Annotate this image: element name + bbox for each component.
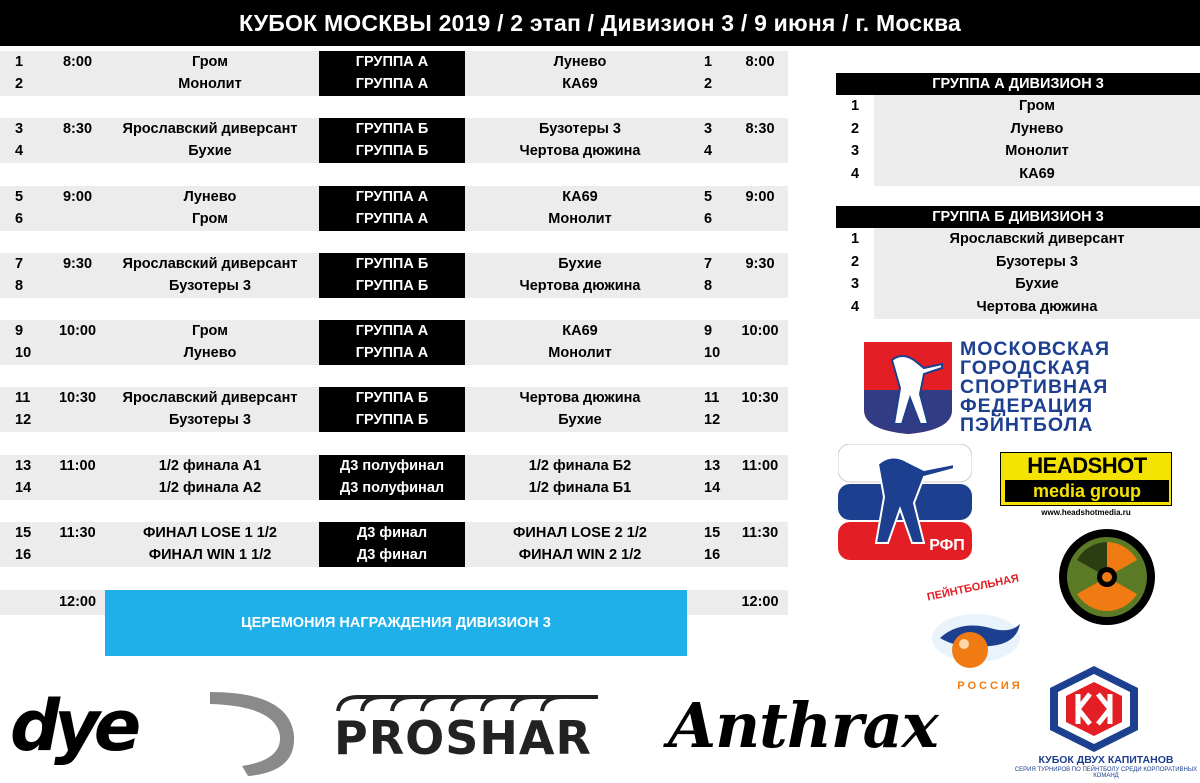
match-number: 7 — [15, 256, 24, 272]
team-left: Гром — [192, 54, 228, 70]
match-number: 10 — [15, 345, 32, 361]
team-left: 1/2 финала А1 — [158, 458, 262, 474]
group-label: ГРУППА А — [319, 342, 465, 365]
match-number: 14 — [15, 480, 32, 496]
group-label: Д3 финал — [319, 544, 465, 567]
match-number-right: 11 — [704, 390, 720, 406]
match-number-right: 13 — [704, 458, 721, 474]
group-team-row — [836, 228, 1200, 251]
match-number: 9 — [15, 323, 24, 339]
match-row — [0, 342, 788, 365]
group-team-row — [836, 296, 1200, 319]
team-rank: 4 — [850, 298, 860, 315]
match-number: 16 — [15, 547, 32, 563]
group-label: ГРУППА А — [319, 186, 465, 209]
match-number-right: 3 — [704, 121, 713, 137]
team-rank: 3 — [850, 143, 860, 159]
match-time-right — [735, 544, 785, 567]
team-rank: 1 — [850, 98, 860, 114]
team-name: Монолит — [874, 140, 1200, 163]
match-time: 9:00 — [62, 189, 93, 205]
match-time: 10:00 — [58, 323, 97, 339]
page-title: КУБОК МОСКВЫ 2019 / 2 этап / Дивизион 3 / 9 июня / г. Москва — [0, 0, 1200, 46]
team-left: ФИНАЛ WIN 1 1/2 — [148, 547, 272, 563]
team-right: Монолит — [548, 211, 612, 227]
match-number: 13 — [15, 458, 32, 474]
match-time — [55, 208, 100, 231]
match-time-right: 9:30 — [745, 256, 775, 272]
proshar-wordmark: PROSHAR — [334, 711, 592, 765]
match-number-right: 10 — [704, 345, 721, 361]
match-number-right: 5 — [704, 189, 713, 205]
group-label: Д3 финал — [319, 522, 465, 545]
group-header: ГРУППА А ДИВИЗИОН 3 — [836, 73, 1200, 95]
proshar-arcs — [332, 693, 602, 713]
match-number-right: 2 — [704, 76, 713, 92]
mgsfp-name-line: ПЭЙНТБОЛА — [960, 414, 1094, 436]
group-label: ГРУППА А — [319, 320, 465, 343]
team-right: Бухие — [558, 412, 602, 428]
team-left: Ярославский диверсант — [122, 390, 298, 406]
match-time-right — [735, 73, 785, 96]
match-time-right — [735, 409, 785, 432]
match-row — [0, 544, 788, 567]
match-time: 11:00 — [59, 458, 96, 474]
kdk-logo — [1046, 664, 1142, 754]
match-number: 11 — [15, 390, 31, 406]
team-left: Монолит — [178, 76, 242, 92]
group-team-row — [836, 95, 1200, 118]
match-time-right — [735, 477, 785, 500]
group-label: ГРУППА Б — [319, 253, 465, 276]
team-right: Бухие — [558, 256, 602, 272]
group-label: ГРУППА А — [319, 208, 465, 231]
match-row — [0, 186, 788, 209]
match-time-right: 8:00 — [745, 54, 775, 70]
match-number: 2 — [15, 76, 24, 92]
headshot-media-logo — [1000, 452, 1172, 506]
match-row — [0, 73, 788, 96]
match-number: 12 — [15, 412, 32, 428]
group-team-row — [836, 118, 1200, 141]
group-header: ГРУППА Б ДИВИЗИОН 3 — [836, 206, 1200, 228]
match-time: 9:30 — [62, 256, 93, 272]
rfp-label: РФП — [929, 537, 965, 554]
team-left: Бузотеры 3 — [169, 412, 251, 428]
match-number-right: 6 — [704, 211, 713, 227]
match-number: 1 — [15, 54, 24, 70]
match-time-right — [735, 208, 785, 231]
group-label: ГРУППА А — [319, 51, 465, 74]
match-time: 10:30 — [58, 390, 97, 406]
mgsfp-name-line: ГОРОДСКАЯ — [960, 357, 1091, 379]
ceremony-time-right: 12:00 — [741, 594, 779, 610]
match-number-right: 12 — [704, 412, 721, 428]
match-number-right: 8 — [704, 278, 713, 294]
headshot-bottom-text: media group — [1005, 480, 1169, 502]
team-rank: 3 — [850, 276, 860, 292]
team-right: Монолит — [548, 345, 612, 361]
match-time — [55, 409, 100, 432]
match-row — [0, 275, 788, 298]
match-time-right: 10:30 — [741, 390, 779, 406]
group-label: ГРУППА Б — [319, 387, 465, 410]
match-number-right: 14 — [704, 480, 721, 496]
paintball-russia-top: ПЕЙНТБОЛЬНАЯ — [926, 572, 1020, 604]
dye-wordmark: dye — [10, 685, 136, 767]
team-right: КА69 — [562, 323, 598, 339]
team-name: Гром — [874, 95, 1200, 118]
match-number: 3 — [15, 121, 24, 137]
match-number: 15 — [15, 525, 32, 541]
group-label: ГРУППА А — [319, 73, 465, 96]
match-time — [55, 73, 100, 96]
mgsfp-emblem-logo — [862, 340, 954, 436]
team-left: Лунево — [183, 345, 237, 361]
team-rank: 4 — [850, 165, 860, 182]
match-row — [0, 253, 788, 276]
match-time-right: 11:00 — [741, 458, 779, 474]
match-row — [0, 409, 788, 432]
team-name: Чертова дюжина — [874, 296, 1200, 319]
match-time-right: 8:30 — [745, 121, 775, 137]
match-row — [0, 477, 788, 500]
group-team-row — [836, 273, 1200, 296]
anthrax-wordmark: Anthrax — [668, 689, 938, 762]
match-time-right: 11:30 — [741, 525, 779, 541]
match-row — [0, 455, 788, 478]
match-time: 11:30 — [59, 525, 96, 541]
match-number-right: 15 — [704, 525, 721, 541]
team-name: Ярославский диверсант — [874, 228, 1200, 251]
match-time-right — [735, 275, 785, 298]
group-team-row — [836, 140, 1200, 163]
team-right: КА69 — [562, 76, 598, 92]
match-row — [0, 208, 788, 231]
headshot-url: www.headshotmedia.ru — [1041, 508, 1131, 517]
match-time: 8:30 — [62, 121, 93, 137]
kdk-caption: КУБОК ДВУХ КАПИТАНОВ — [1038, 754, 1174, 766]
match-number-right: 1 — [704, 54, 713, 70]
team-rank: 2 — [850, 253, 860, 270]
match-number: 4 — [15, 143, 24, 159]
mgsfp-name-line: МОСКОВСКАЯ — [960, 338, 1110, 360]
mgsfp-name-line: ФЕДЕРАЦИЯ — [960, 395, 1094, 417]
team-right: Чертова дюжина — [519, 278, 641, 294]
team-name: Бухие — [874, 273, 1200, 296]
match-number-right: 9 — [704, 323, 713, 339]
group-label: Д3 полуфинал — [319, 477, 465, 500]
match-time — [55, 140, 100, 163]
mgsfp-name — [960, 340, 1180, 435]
paintball-russia-bottom: РОССИЯ — [957, 680, 1023, 692]
team-left: Ярославский диверсант — [122, 121, 298, 137]
group-label: ГРУППА Б — [319, 409, 465, 432]
team-right: 1/2 финала Б1 — [528, 480, 632, 496]
team-name: КА69 — [874, 163, 1200, 186]
team-left: Лунево — [183, 189, 237, 205]
match-number-right: 16 — [704, 547, 721, 563]
team-right: ФИНАЛ LOSE 2 1/2 — [513, 525, 647, 541]
match-time: 8:00 — [62, 54, 93, 70]
team-left: Бузотеры 3 — [169, 278, 251, 294]
team-left: Бухие — [188, 143, 232, 159]
team-name: Бузотеры 3 — [874, 251, 1200, 274]
team-right: КА69 — [562, 189, 598, 205]
match-time — [55, 477, 100, 500]
ceremony-time: 12:00 — [58, 594, 97, 610]
group-team-row — [836, 251, 1200, 274]
match-number: 5 — [15, 189, 24, 205]
team-right: Чертова дюжина — [519, 143, 641, 159]
kdk-subcaption: СЕРИЯ ТУРНИРОВ ПО ПЕЙНТБОЛУ СРЕДИ КОРПОРАТИВНЫХ КОМАНД — [1014, 767, 1198, 779]
match-row — [0, 118, 788, 141]
team-right: ФИНАЛ WIN 2 1/2 — [518, 547, 642, 563]
mgsfp-name-line: СПОРТИВНАЯ — [960, 376, 1109, 398]
team-left: Гром — [192, 323, 228, 339]
match-number: 6 — [15, 211, 24, 227]
team-right: 1/2 финала Б2 — [528, 458, 632, 474]
match-time-right: 9:00 — [745, 189, 775, 205]
group-label: ГРУППА Б — [319, 118, 465, 141]
team-left: Гром — [192, 211, 228, 227]
team-left: Ярославский диверсант — [122, 256, 298, 272]
team-right: Лунево — [553, 54, 607, 70]
group-label: Д3 полуфинал — [319, 455, 465, 478]
team-left: 1/2 финала А2 — [158, 480, 262, 496]
match-time — [55, 544, 100, 567]
match-time — [55, 275, 100, 298]
radiation-logo — [1058, 528, 1156, 626]
ceremony-banner: ЦЕРЕМОНИЯ НАГРАЖДЕНИЯ ДИВИЗИОН 3 — [105, 590, 687, 656]
match-row — [0, 522, 788, 545]
match-time-right — [735, 342, 785, 365]
team-rank: 2 — [850, 120, 860, 137]
team-left: ФИНАЛ LOSE 1 1/2 — [143, 525, 277, 541]
match-number: 8 — [15, 278, 24, 294]
match-number-right: 4 — [704, 143, 713, 159]
team-rank: 1 — [850, 231, 860, 247]
match-time — [55, 342, 100, 365]
match-number-right: 7 — [704, 256, 713, 272]
team-right: Бузотеры 3 — [539, 121, 621, 137]
match-row — [0, 51, 788, 74]
match-row — [0, 387, 788, 410]
match-row — [0, 140, 788, 163]
match-row — [0, 320, 788, 343]
match-time-right — [735, 140, 785, 163]
group-label: ГРУППА Б — [319, 275, 465, 298]
headshot-top-text: HEADSHOT — [1027, 453, 1147, 478]
group-label: ГРУППА Б — [319, 140, 465, 163]
match-time-right: 10:00 — [741, 323, 779, 339]
group-team-row — [836, 163, 1200, 186]
team-name: Лунево — [874, 118, 1200, 141]
team-right: Чертова дюжина — [519, 390, 641, 406]
